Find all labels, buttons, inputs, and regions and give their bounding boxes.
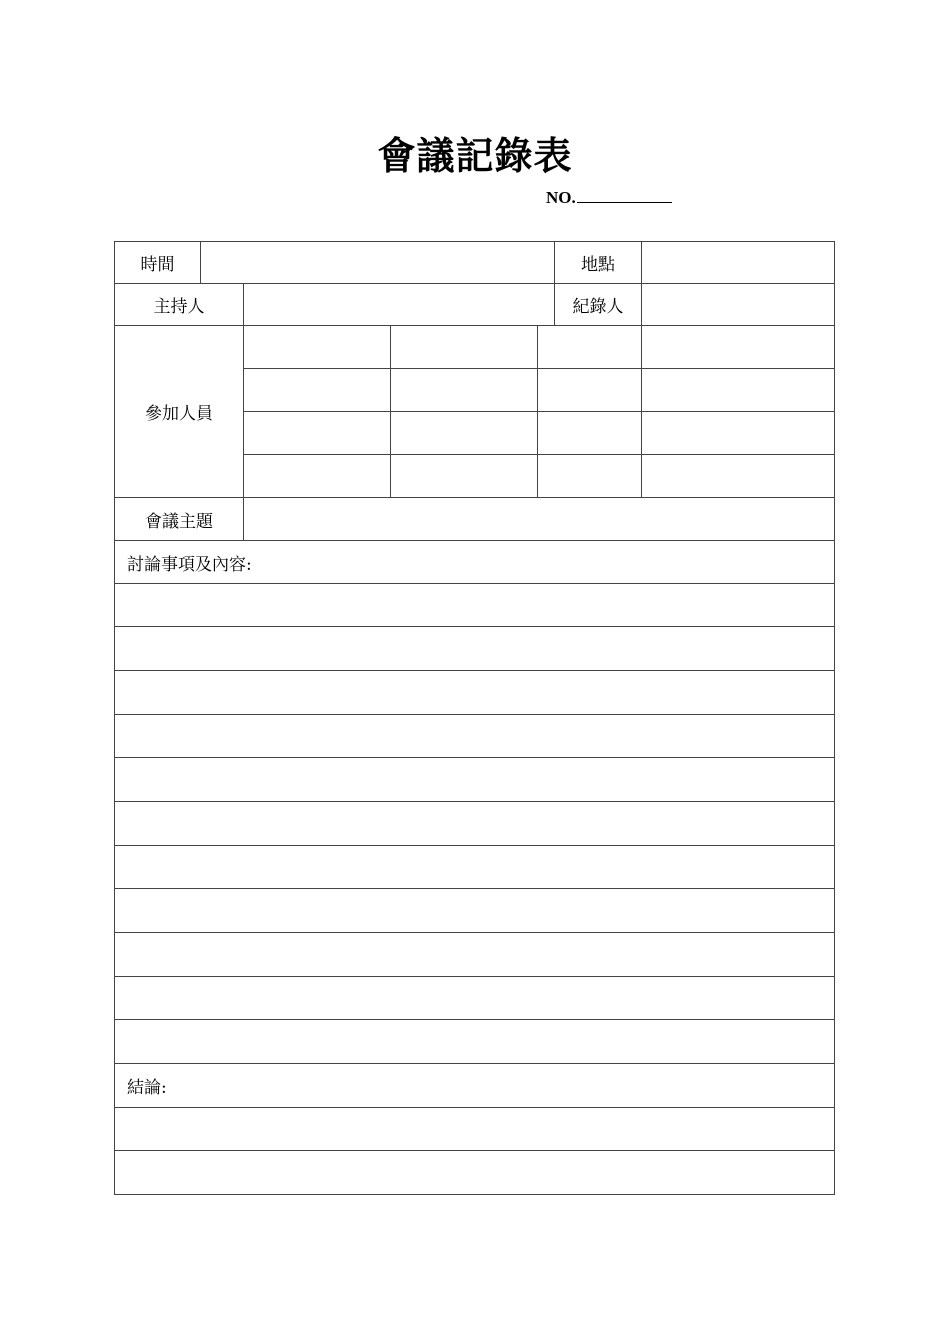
discussion-header-row xyxy=(115,541,835,584)
discussion-line-field[interactable] xyxy=(115,627,835,671)
discussion-line-field[interactable] xyxy=(115,977,835,1020)
recorder-field[interactable] xyxy=(642,284,835,326)
time-label: 時間 xyxy=(115,242,201,284)
attendee-cell[interactable] xyxy=(244,369,391,412)
attendee-cell[interactable] xyxy=(244,326,391,369)
discussion-line xyxy=(115,584,835,627)
topic-field[interactable] xyxy=(244,498,835,541)
conclusion-line-field[interactable] xyxy=(115,1151,835,1195)
discussion-line-field[interactable] xyxy=(115,933,835,977)
discussion-line-field[interactable] xyxy=(115,802,835,846)
discussion-line xyxy=(115,715,835,758)
attendee-cell[interactable] xyxy=(391,455,538,498)
location-field[interactable] xyxy=(642,242,835,284)
attendee-cell[interactable] xyxy=(244,412,391,455)
meeting-record-table xyxy=(114,241,835,1195)
host-recorder-row xyxy=(115,284,835,326)
conclusion-header-row xyxy=(115,1064,835,1108)
discussion-line xyxy=(115,802,835,846)
recorder-label: 紀錄人 xyxy=(555,284,642,326)
attendee-row xyxy=(115,326,835,369)
discussion-line-field[interactable] xyxy=(115,889,835,933)
discussion-line xyxy=(115,627,835,671)
conclusion-label: 結論: xyxy=(115,1064,835,1108)
conclusion-line xyxy=(115,1151,835,1195)
discussion-line-field[interactable] xyxy=(115,758,835,802)
attendee-cell[interactable] xyxy=(538,326,642,369)
page-title: 會議記錄表 xyxy=(377,134,573,178)
discussion-line xyxy=(115,758,835,802)
discussion-line xyxy=(115,977,835,1020)
attendee-cell[interactable] xyxy=(244,455,391,498)
topic-label: 會議主題 xyxy=(115,498,244,541)
location-label: 地點 xyxy=(555,242,642,284)
discussion-line-field[interactable] xyxy=(115,846,835,889)
conclusion-line xyxy=(115,1108,835,1151)
discussion-line-field[interactable] xyxy=(115,1020,835,1064)
attendee-cell[interactable] xyxy=(391,326,538,369)
discussion-line-field[interactable] xyxy=(115,715,835,758)
attendee-cell[interactable] xyxy=(538,455,642,498)
discussion-line-field[interactable] xyxy=(115,584,835,627)
discussion-line xyxy=(115,933,835,977)
conclusion-line-field[interactable] xyxy=(115,1108,835,1151)
host-label: 主持人 xyxy=(115,284,244,326)
document-number-blank[interactable] xyxy=(577,187,672,203)
document-number xyxy=(546,187,672,209)
time-location-row xyxy=(115,242,835,284)
attendees-label: 參加人員 xyxy=(115,326,244,498)
topic-row xyxy=(115,498,835,541)
attendee-cell[interactable] xyxy=(642,326,835,369)
attendee-cell[interactable] xyxy=(642,369,835,412)
discussion-line xyxy=(115,1020,835,1064)
attendee-cell[interactable] xyxy=(642,412,835,455)
discussion-label: 討論事項及內容: xyxy=(115,541,835,584)
discussion-line xyxy=(115,889,835,933)
attendee-cell[interactable] xyxy=(391,412,538,455)
discussion-line-field[interactable] xyxy=(115,671,835,715)
discussion-line xyxy=(115,671,835,715)
attendee-cell[interactable] xyxy=(642,455,835,498)
time-field[interactable] xyxy=(201,242,555,284)
attendee-cell[interactable] xyxy=(538,369,642,412)
document-number-label: NO. xyxy=(546,188,576,207)
attendee-cell[interactable] xyxy=(538,412,642,455)
attendee-cell[interactable] xyxy=(391,369,538,412)
host-field[interactable] xyxy=(244,284,555,326)
discussion-line xyxy=(115,846,835,889)
